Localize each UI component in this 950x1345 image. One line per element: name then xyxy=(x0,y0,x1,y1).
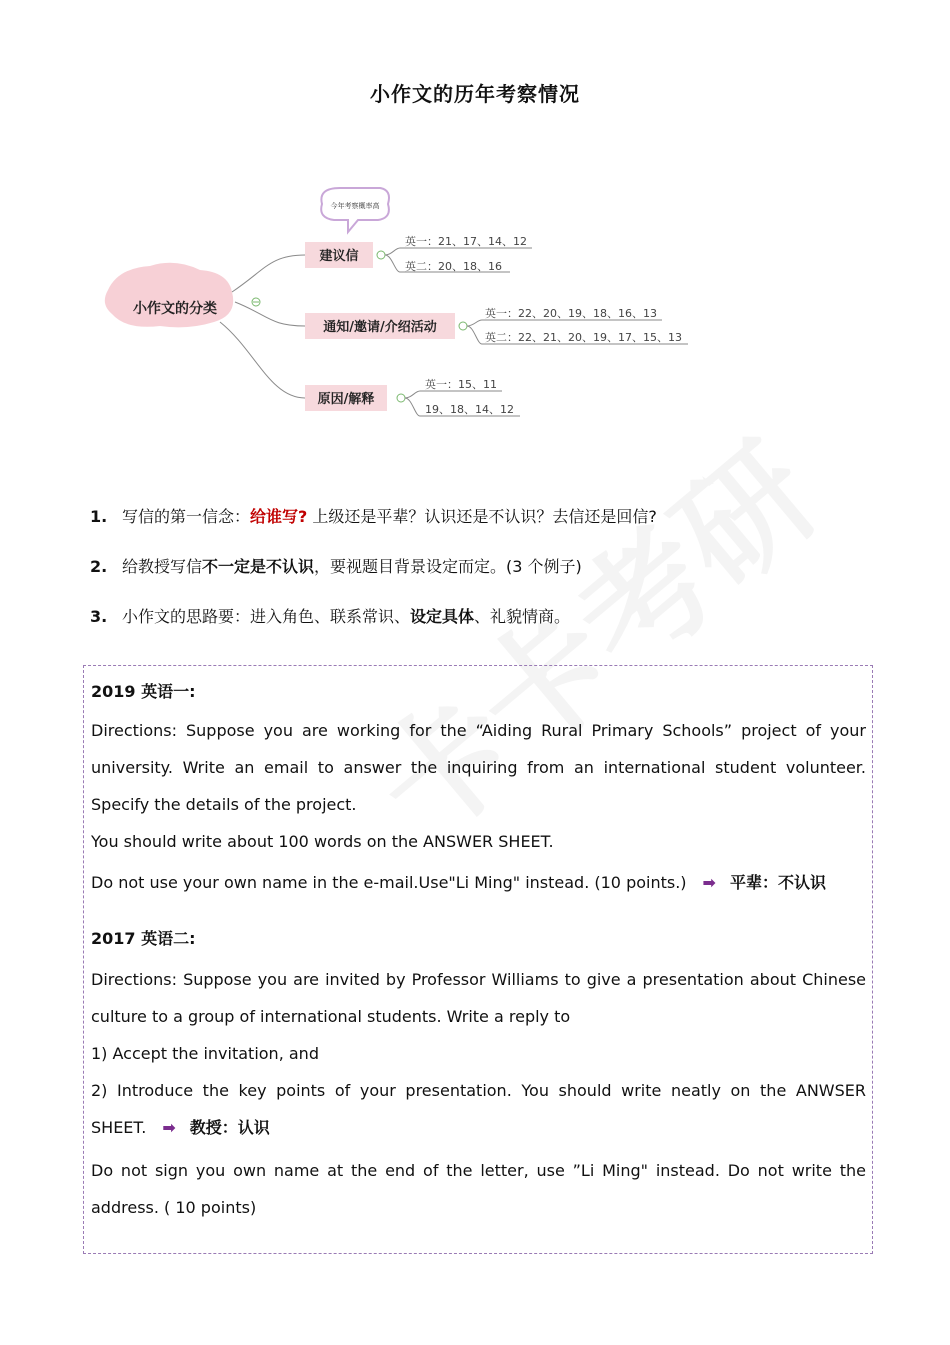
leaf-2-1: 英一：22、20、19、18、16、13 xyxy=(485,307,657,320)
callout-bubble xyxy=(321,188,389,232)
point-3: 3. 小作文的思路要：进入角色、联系常识、设定具体、礼貌情商。 xyxy=(90,605,890,655)
callout-label: 今年考察概率高 xyxy=(330,202,380,210)
branch-label-2: 通知/邀请/介绍活动 xyxy=(323,320,437,335)
example-2-note: 教授：认识 xyxy=(189,1118,270,1137)
highlight-bold: 设定具体 xyxy=(410,607,475,626)
point-number: 1. xyxy=(90,507,108,526)
root-blob xyxy=(105,263,233,328)
mind-map xyxy=(0,180,950,430)
leaf-2-2: 英二：22、21、20、19、17、15、13 xyxy=(485,331,682,344)
leaf-1-2: 英二：20、18、16 xyxy=(405,260,502,273)
highlight-red: 给谁写? xyxy=(250,507,308,526)
example-1-directions: Directions: Suppose you are working for the “Aiding Rural Primary Schools” project of your university. Write an email to answer the inquiring from an international student volunteer. Specify the details of the project. xyxy=(91,721,866,814)
example-1-line3: Do not use your own name in the e-mail.Use"Li Ming" instead. (10 points.) ➡ 平辈：不认识 xyxy=(91,873,826,892)
exam-examples-box xyxy=(83,665,873,1254)
root-label: 小作文的分类 xyxy=(133,301,217,317)
example-heading-1: 2019 英语一: xyxy=(91,682,196,701)
point-number: 2. xyxy=(90,557,108,576)
example-heading-2: 2017 英语二: xyxy=(91,929,196,948)
arrow-right-icon: ➡ xyxy=(702,873,716,892)
branch-label-3: 原因/解释 xyxy=(317,392,375,407)
point-1: 1. 写信的第一信念：给谁写? 上级还是平辈？认识还是不认识？去信还是回信? xyxy=(90,505,890,555)
point-2: 2. 给教授写信不一定是不认识，要视题目背景设定而定。(3 个例子) xyxy=(90,555,890,605)
example-1-line2: You should write about 100 words on the ANSWER SHEET. xyxy=(91,832,554,851)
highlight-bold: 不一定是不认识 xyxy=(202,557,315,576)
example-2-item2: 2) Introduce the key points of your presentation. You should write neatly on the ANWSER SHEET. ➡ 教授：认识 xyxy=(91,1081,866,1137)
point-number: 3. xyxy=(90,607,108,626)
leaf-3-2: 19、18、14、12 xyxy=(425,403,514,416)
branch-label-1: 建议信 xyxy=(319,249,359,264)
example-2-item1: 1) Accept the invitation, and xyxy=(91,1044,319,1063)
leaf-3-1: 英一：15、11 xyxy=(425,378,497,391)
leaf-1-1: 英一：21、17、14、12 xyxy=(405,235,527,248)
example-2-last: Do not sign you own name at the end of the letter, use ”Li Ming" instead. Do not write the address. ( 10 points) xyxy=(91,1161,866,1217)
example-2-directions: Directions: Suppose you are invited by Professor Williams to give a presentation about Chinese culture to a group of international students. Write a reply to xyxy=(91,970,866,1026)
example-1-note: 平辈：不认识 xyxy=(729,873,826,892)
page-title: 小作文的历年考察情况 xyxy=(370,82,580,106)
arrow-right-icon: ➡ xyxy=(162,1118,176,1137)
key-points xyxy=(90,505,890,655)
